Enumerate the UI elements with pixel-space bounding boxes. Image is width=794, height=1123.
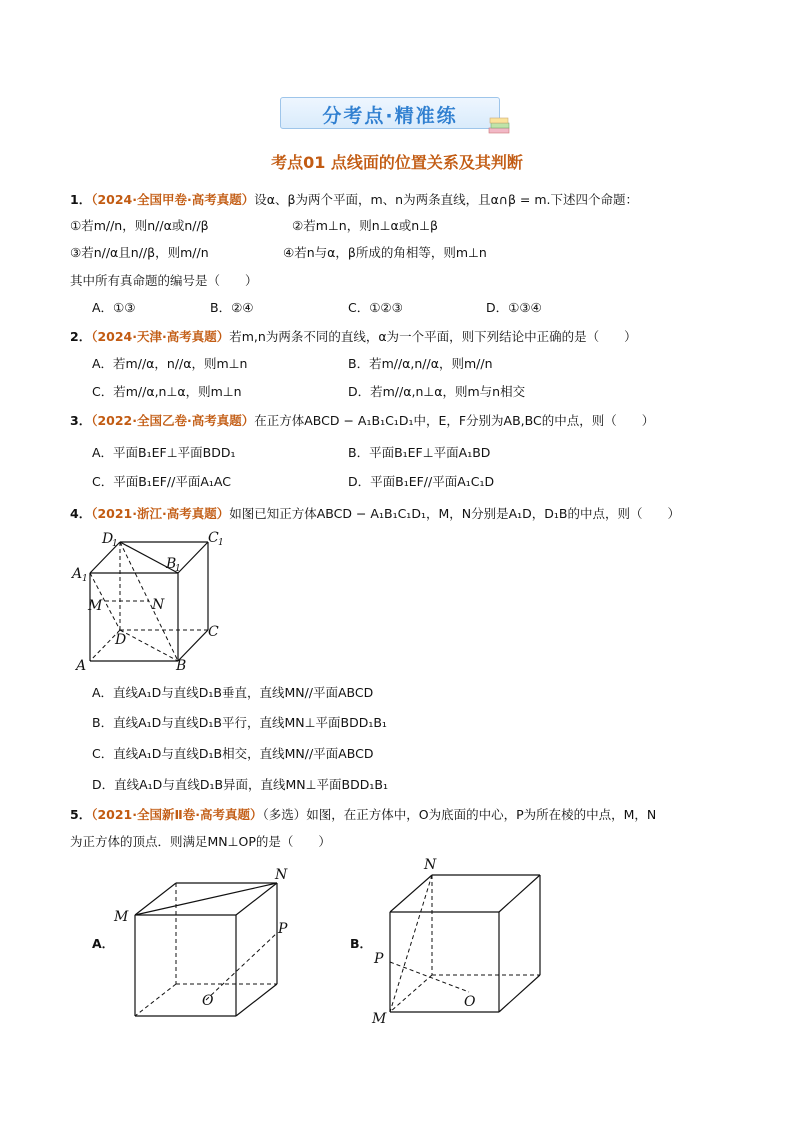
q4-label-n: N <box>152 597 165 613</box>
q4-label-m: M <box>88 598 103 614</box>
q4-label-b1: B <box>166 556 177 572</box>
q4-source: （2021·浙江·高考真题） <box>91 506 230 521</box>
q5-fig-a-label[interactable]: A． <box>92 936 115 951</box>
q3-option-a[interactable]: A．平面B₁EF⊥平面BDD₁ <box>92 445 236 460</box>
q1-proposition-1: ①若m//n，则n//α或n//β <box>70 218 209 233</box>
q3-option-c[interactable]: C．平面B₁EF//平面A₁AC <box>92 474 231 489</box>
q3-stem: 在正方体ABCD − A₁B₁C₁D₁中，E，F分别为AB,BC的中点，则（ ） <box>254 413 655 428</box>
q2-option-a[interactable]: A．若m//α，n//α，则m⊥n <box>92 356 248 371</box>
q4-label-a: A <box>76 658 87 673</box>
q1-option-b[interactable]: B．②④ <box>210 300 254 315</box>
q5a-label-m: M <box>114 909 129 925</box>
q5b-label-o: O <box>464 994 476 1010</box>
banner-title: 分考点·精准练 <box>322 105 458 127</box>
q5b-label-n: N <box>424 857 437 873</box>
q4-label-d: D <box>115 632 127 648</box>
q4-label-a1: A <box>72 566 83 582</box>
q4-number: 4． <box>70 506 92 521</box>
q2-option-b[interactable]: B．若m//α,n//α，则m//n <box>348 356 493 371</box>
svg-text:1: 1 <box>82 574 88 584</box>
q5-number: 5． <box>70 807 92 822</box>
q5-stem-line-2: 为正方体的顶点．则满足MN⊥OP的是（ ） <box>70 834 331 849</box>
q4-option-c[interactable]: C．直线A₁D与直线D₁B相交，直线MN//平面ABCD <box>92 746 374 761</box>
q5a-label-n: N <box>275 867 288 883</box>
q5-figure-a <box>110 865 310 1025</box>
q4-cube-figure <box>68 528 228 673</box>
q2-stem-line <box>70 327 637 345</box>
q5-source: （2021·全国新Ⅱ卷·高考真题） <box>91 807 263 822</box>
q3-source: （2022·全国乙卷·高考真题） <box>91 413 255 428</box>
q4-label-c: C <box>208 624 219 640</box>
q1-number: 1． <box>70 192 92 207</box>
q5-stem-1: （多选）如图，在正方体中，O为底面的中心，P为所在棱的中点，M，N <box>262 807 657 822</box>
q3-number: 3． <box>70 413 92 428</box>
q1-ask: 其中所有真命题的编号是（ ） <box>70 273 258 288</box>
svg-text:1: 1 <box>112 539 118 549</box>
q4-stem: 如图已知正方体ABCD − A₁B₁C₁D₁，M，N分别是A₁D，D₁B的中点，则（ ） <box>229 506 680 521</box>
q2-stem: 若m,n为两条不同的直线，α为一个平面，则下列结论中正确的是（ ） <box>229 329 637 344</box>
q1-option-d[interactable]: D．①③④ <box>486 300 542 315</box>
q5a-label-p: P <box>278 921 288 937</box>
q1-proposition-2: ②若m⊥n，则n⊥α或n⊥β <box>292 218 439 233</box>
q4-label-d1: D <box>102 531 114 547</box>
q4-option-b[interactable]: B．直线A₁D与直线D₁B平行，直线MN⊥平面BDD₁B₁ <box>92 715 387 730</box>
q1-option-a[interactable]: A．①③ <box>92 300 136 315</box>
section-title: 考点01 点线面的位置关系及其判断 <box>271 153 523 172</box>
svg-text:1: 1 <box>218 538 224 548</box>
q5b-label-m: M <box>372 1011 387 1025</box>
q4-option-a[interactable]: A．直线A₁D与直线D₁B垂直，直线MN//平面ABCD <box>92 685 374 700</box>
q3-stem-line <box>70 411 654 429</box>
svg-text:1: 1 <box>175 564 181 574</box>
q5b-label-p: P <box>374 951 384 967</box>
q2-number: 2． <box>70 329 92 344</box>
q4-label-c1: C <box>208 530 219 546</box>
q4-option-d[interactable]: D．直线A₁D与直线D₁B异面，直线MN⊥平面BDD₁B₁ <box>92 777 388 792</box>
q1-option-c[interactable]: C．①②③ <box>348 300 403 315</box>
q4-stem-line <box>70 504 680 522</box>
q1-source: （2024·全国甲卷·高考真题） <box>91 192 255 207</box>
q1-proposition-4: ④若n与α，β所成的角相等，则m⊥n <box>283 245 487 260</box>
books-icon <box>487 116 513 136</box>
q2-source: （2024·天津·高考真题） <box>91 329 230 344</box>
q1-stem-line <box>70 190 638 208</box>
q3-option-d[interactable]: D．平面B₁EF//平面A₁C₁D <box>348 474 495 489</box>
q3-option-b[interactable]: B．平面B₁EF⊥平面A₁BD <box>348 445 491 460</box>
q2-option-d[interactable]: D．若m//α,n⊥α，则m与n相交 <box>348 384 526 399</box>
q5-fig-b-label[interactable]: B． <box>350 936 373 951</box>
q5-figure-b <box>368 855 568 1025</box>
q4-label-b: B <box>176 658 187 673</box>
section-banner <box>280 97 500 129</box>
q1-proposition-3: ③若n//α且n//β，则m//n <box>70 245 209 260</box>
q5a-label-o: O <box>202 993 214 1009</box>
q5-stem-line-1 <box>70 805 656 823</box>
q1-stem: 设α、β为两个平面，m、n为两条直线，且α∩β = m.下述四个命题： <box>254 192 639 207</box>
q2-option-c[interactable]: C．若m//α,n⊥α，则m⊥n <box>92 384 242 399</box>
